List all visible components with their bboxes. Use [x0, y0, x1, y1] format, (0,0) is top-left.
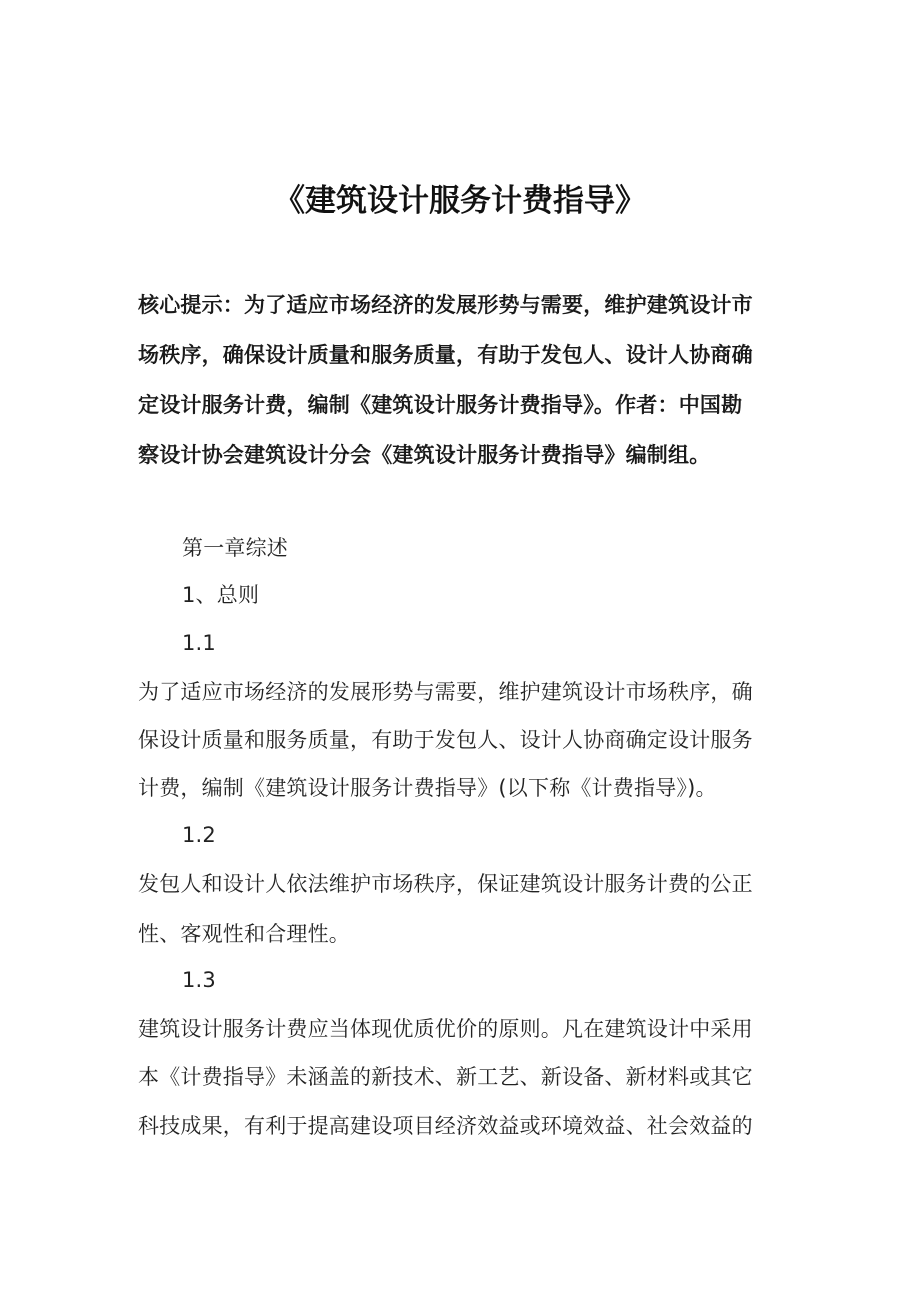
- clause-line: 科技成果，有利于提高建设项目经济效益或环境效益、社会效益的: [138, 1114, 753, 1138]
- clause-number: 1.1: [182, 631, 216, 655]
- clause-number: 1.2: [182, 823, 216, 847]
- summary-line: 定设计服务计费，编制《建筑设计服务计费指导》。作者：中国勘: [138, 393, 743, 417]
- clause-line: 为了适应市场经济的发展形势与需要，维护建筑设计市场秩序，确: [138, 680, 753, 704]
- summary-line: 察设计协会建筑设计分会《建筑设计服务计费指导》编制组。: [138, 443, 711, 467]
- clause-line: 保设计质量和服务质量，有助于发包人、设计人协商确定设计服务: [138, 728, 753, 752]
- clause-line: 性、客观性和合理性。: [138, 922, 350, 946]
- clause-line: 发包人和设计人依法维护市场秩序，保证建筑设计服务计费的公正: [138, 872, 753, 896]
- summary-line: 场秩序，确保设计质量和服务质量，有助于发包人、设计人协商确: [138, 343, 753, 367]
- clause-line: 计费，编制《建筑设计服务计费指导》(以下称《计费指导》)。: [138, 776, 717, 800]
- chapter-heading: 第一章综述: [182, 536, 288, 560]
- clause-line: 本《计费指导》未涵盖的新技术、新工艺、新设备、新材料或其它: [138, 1065, 753, 1089]
- clause-number: 1.3: [182, 968, 216, 992]
- section-heading: 1、总则: [182, 583, 260, 607]
- clause-line: 建筑设计服务计费应当体现优质优价的原则。凡在建筑设计中采用: [138, 1017, 753, 1041]
- summary-line: 核心提示：为了适应市场经济的发展形势与需要，维护建筑设计市: [138, 293, 753, 317]
- document-title: 《建筑设计服务计费指导》: [274, 183, 646, 219]
